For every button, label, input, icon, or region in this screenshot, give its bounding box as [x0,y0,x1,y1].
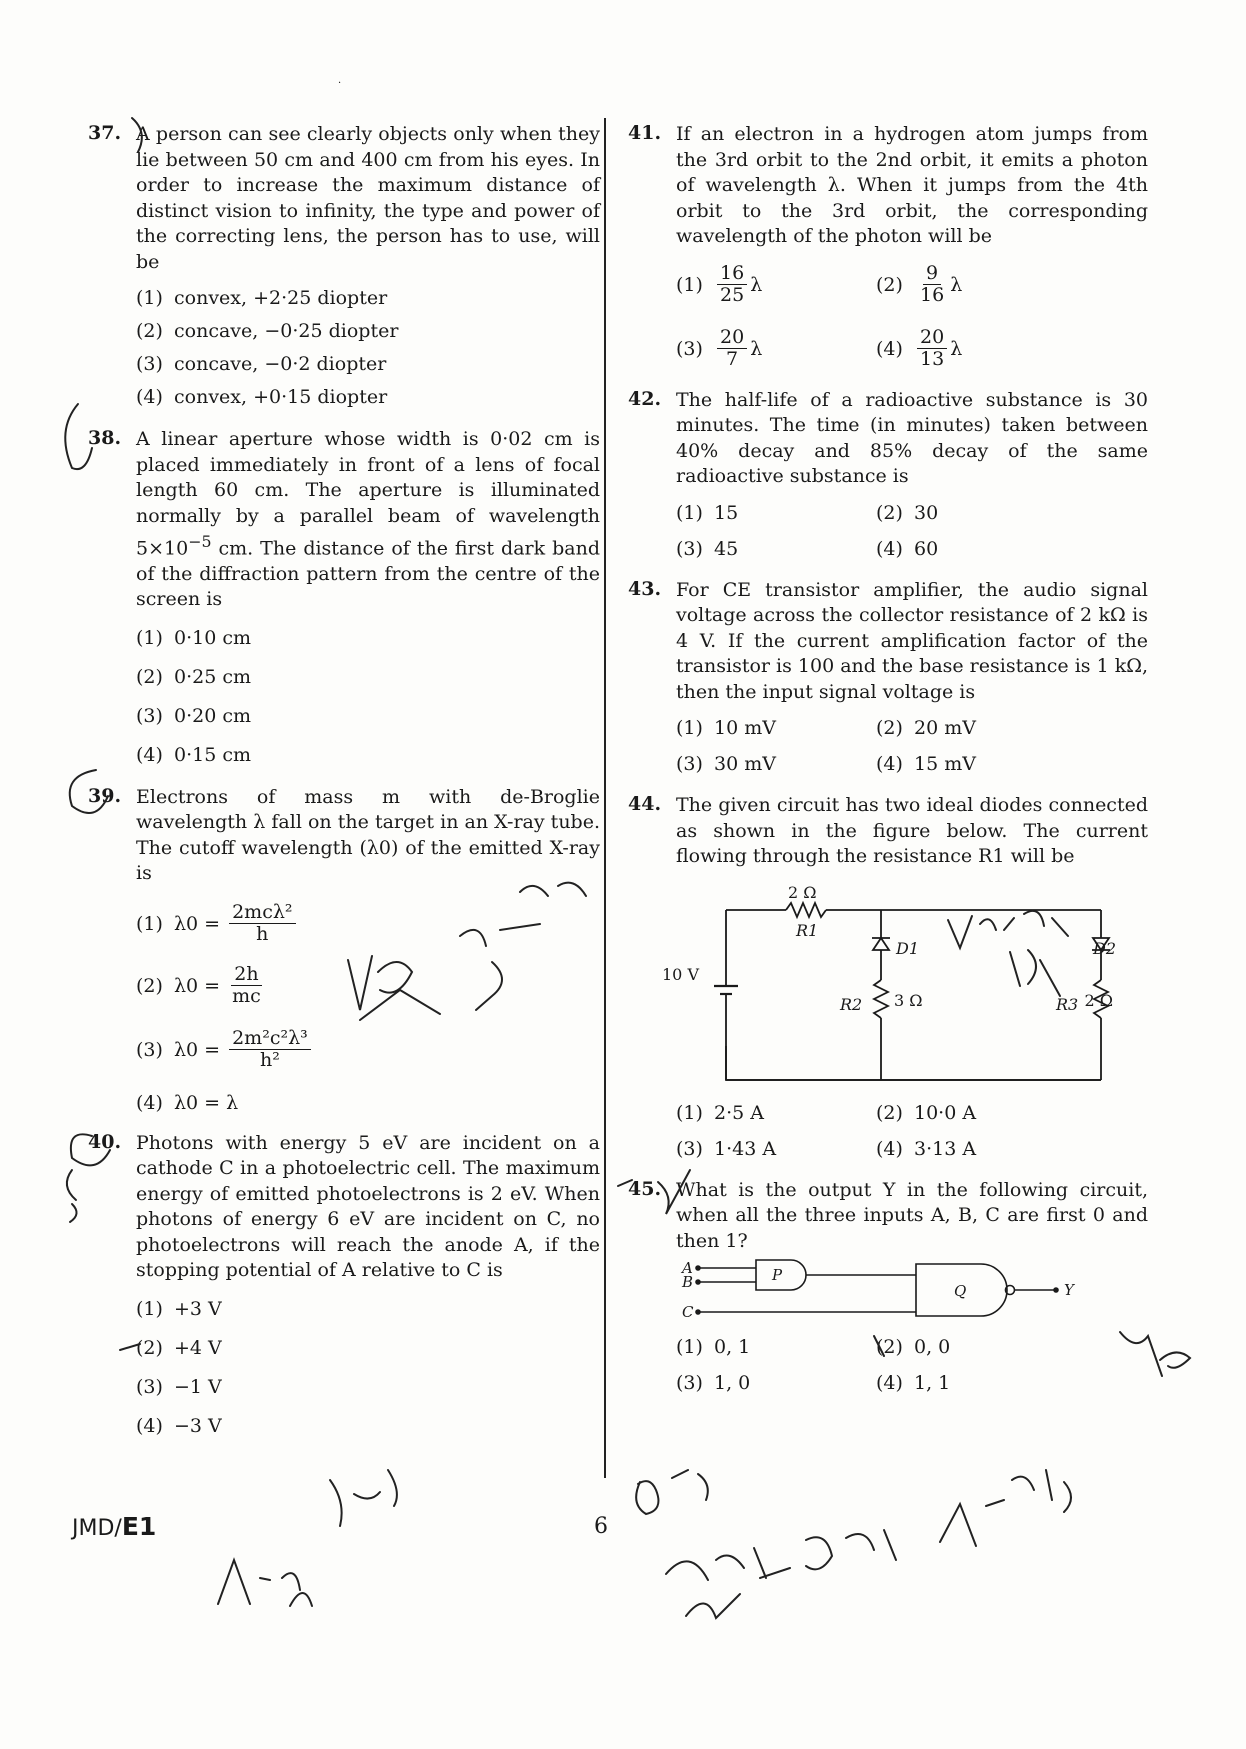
option-1[interactable]: (1) λ0 = $\frac{\text{2mcλ²}}{h}$ [136,893,600,955]
option-1[interactable]: (1) 2·5 A [676,1101,764,1124]
r2-value: 3 Ω [894,990,923,1010]
question-number: 37. [88,122,122,144]
question-number: 45. [628,1177,662,1200]
question-text: The half-life of a radioactive substance is 30 minutes. The time (in minutes) taken between 40% decay and 85% decay of the same radioactive substance is [676,388,1148,487]
option-3[interactable]: (3) −1 V [136,1376,222,1399]
options [136,1290,600,1446]
question-number: 43. [628,577,662,600]
hw-note-40 [67,1170,77,1222]
option-4[interactable]: (4) −3 V [136,1415,222,1438]
resistor-r1 [786,903,826,917]
question-44 [628,793,1148,1166]
options [676,256,1148,378]
option-2[interactable]: (2) $\frac{9}{16}$ λ [876,262,963,306]
question-text: For CE transistor amplifier, the audio signal voltage across the collector resistance of 2 kΩ is 4 V. If the current amplification factor of the transistor is 100 and the base resistance is 1 kΩ, then the input signal voltage is [676,578,1149,703]
question-text: If an electron in a hydrogen atom jumps from the 3rd orbit to the 2nd orbit, it emits a photon of wavelength λ. When it jumps from the 4th orbit to the 3rd orbit, the corresponding wavelength of the photon will be [676,123,1148,247]
option-4[interactable]: (4) 15 mV [876,753,976,775]
left-column [88,122,600,1458]
question-43 [628,578,1148,782]
option-2[interactable]: (2) +4 V [136,1337,222,1360]
hw-formula-footer-1 [218,1560,312,1606]
question-number: 41. [628,122,662,144]
question-number: 38. [88,427,122,449]
question-40 [88,1131,600,1446]
r3-label: R3 [1056,994,1079,1014]
option-1[interactable]: (1) 0·10 cm [136,627,252,650]
r1-value: 2 Ω [788,882,817,902]
options [136,893,600,1123]
hw-formula-42 [666,1530,896,1618]
question-text: A person can see clearly objects only when they lie between 50 cm and 400 cm from his eyes. In order to increase the maximum distance of distinct vision to infinity, the type and power of the correcting lens, the person has to use, will be [136,123,600,273]
options [676,1330,1148,1400]
option-1[interactable]: (1) convex, +2·25 diopter [136,286,388,309]
option-3[interactable]: (3) 45 [676,537,739,560]
option-3[interactable]: (3) 1·43 A [676,1137,777,1160]
question-text: Photons with energy 5 eV are incident on a cathode C in a photoelectric cell. The maximum energy of emitted photoelectrons is 2 eV. When photons of energy 6 eV are incident on C, no photoelectrons will reach the anode A, if the stopping potential of A relative to C is [136,1131,600,1282]
option-4[interactable]: (4) 1, 1 [876,1372,951,1394]
question-text: The given circuit has two ideal diodes connected as shown in the figure below. The current flowing through the resistance R1 will be [676,794,1148,867]
output-y-label: Y [1064,1281,1074,1299]
question-text: A linear aperture whose width is 0·02 cm is placed immediately in front of a lens of focal length 60 cm. The aperture is illuminated normally by a parallel beam of wavelength $5\times 10^{-5}$ cm. The distance of the first dark band of the diffraction pattern from the centre of the screen is [136,428,600,611]
option-3[interactable]: (3) $\frac{20}{7}$ λ [676,326,763,370]
input-a-dot [696,1266,700,1270]
question-number: 40. [88,1130,122,1153]
page-number: 6 [594,1514,608,1539]
options [136,281,600,413]
question-38 [88,427,600,775]
gate-p-label: P [772,1266,783,1284]
r2-label: R2 [840,994,863,1014]
option-3[interactable]: (3) λ0 = $\frac{\text{2m²c²λ³}}{\text{h²}}$ [136,1017,600,1083]
option-1[interactable]: (1) 10 mV [676,717,776,739]
input-a-label: A [682,1259,693,1277]
input-b-label: B [682,1273,694,1291]
question-41 [628,122,1148,378]
option-2[interactable]: (2) λ0 = $\frac{2h}{mc}$ [136,963,261,1008]
option-1[interactable]: (1) +3 V [136,1298,222,1321]
circuit-bottom-wire [726,1046,1101,1080]
hw-circle-45 [1160,1352,1190,1367]
option-2[interactable]: (2) 0·25 cm [136,666,252,689]
r1-label: R1 [796,920,819,940]
option-2[interactable]: (2) 0, 0 [876,1336,951,1358]
option-1[interactable]: (1) 0, 1 [676,1336,751,1358]
option-2[interactable]: (2) concave, −0·25 diopter [136,319,399,342]
options [676,1096,1148,1166]
option-4[interactable]: (4) 60 [876,537,939,560]
option-1[interactable]: (1) 15 [676,501,739,524]
option-3[interactable]: (3) 30 mV [676,753,776,775]
options [136,619,600,775]
option-4[interactable]: (4) convex, +0·15 diopter [136,385,388,408]
hw-formula-footer-2 [330,1470,397,1526]
hw-formula-42-right [940,1470,1071,1546]
gate-q-label: Q [954,1282,967,1300]
option-2[interactable]: (2) 30 [876,501,939,524]
resistor-r2 [874,980,888,1018]
input-c-dot [696,1310,700,1314]
stray-mark: · [338,78,342,89]
option-4[interactable]: (4) $\frac{20}{13}$ λ [876,326,963,370]
source-voltage: 10 V [662,964,699,984]
diode-circuit-diagram [662,870,1116,1090]
option-2[interactable]: (2) 10·0 A [876,1101,977,1124]
question-number: 44. [628,793,662,815]
option-1[interactable]: (1) $\frac{16}{25}$ λ [676,262,763,306]
option-4[interactable]: (4) 0·15 cm [136,744,252,767]
option-3[interactable]: (3) concave, −0·2 diopter [136,352,387,375]
option-4[interactable]: (4) 3·13 A [876,1137,977,1160]
input-c-label: C [682,1303,694,1321]
input-b-dot [696,1280,700,1284]
d1-label: D1 [896,938,920,958]
question-number: 42. [628,387,662,410]
option-4[interactable]: (4) λ0 = λ [136,1091,239,1114]
option-3[interactable]: (3) 1, 0 [676,1372,751,1394]
option-2[interactable]: (2) 20 mV [876,717,976,739]
question-number: 39. [88,784,122,807]
question-42 [628,388,1148,566]
output-y-dot [1054,1288,1058,1292]
column-divider [604,118,606,1478]
right-column [628,122,1148,1412]
logic-gate-diagram [676,1254,1096,1324]
question-text: What is the output Y in the following circuit, when all the three inputs A, B, C are first 0 and then 1? [676,1178,1148,1252]
hw-tick-45 [636,1470,708,1514]
question-45 [628,1178,1148,1401]
paper-code: JMD/E1 [72,1512,157,1541]
diode-d1 [873,938,889,950]
option-3[interactable]: (3) 0·20 cm [136,705,252,728]
question-text: Electrons of mass m with de-Broglie wavelength λ fall on the target in an X-ray tube. The cutoff wavelength (λ0) of the emitted X-ray is [136,785,600,885]
options [676,496,1148,566]
r3-value: 2 Ω [1084,990,1113,1010]
question-39 [88,785,600,1123]
question-37 [88,122,600,413]
options [676,711,1148,781]
d2-label: D2 [1092,938,1116,958]
